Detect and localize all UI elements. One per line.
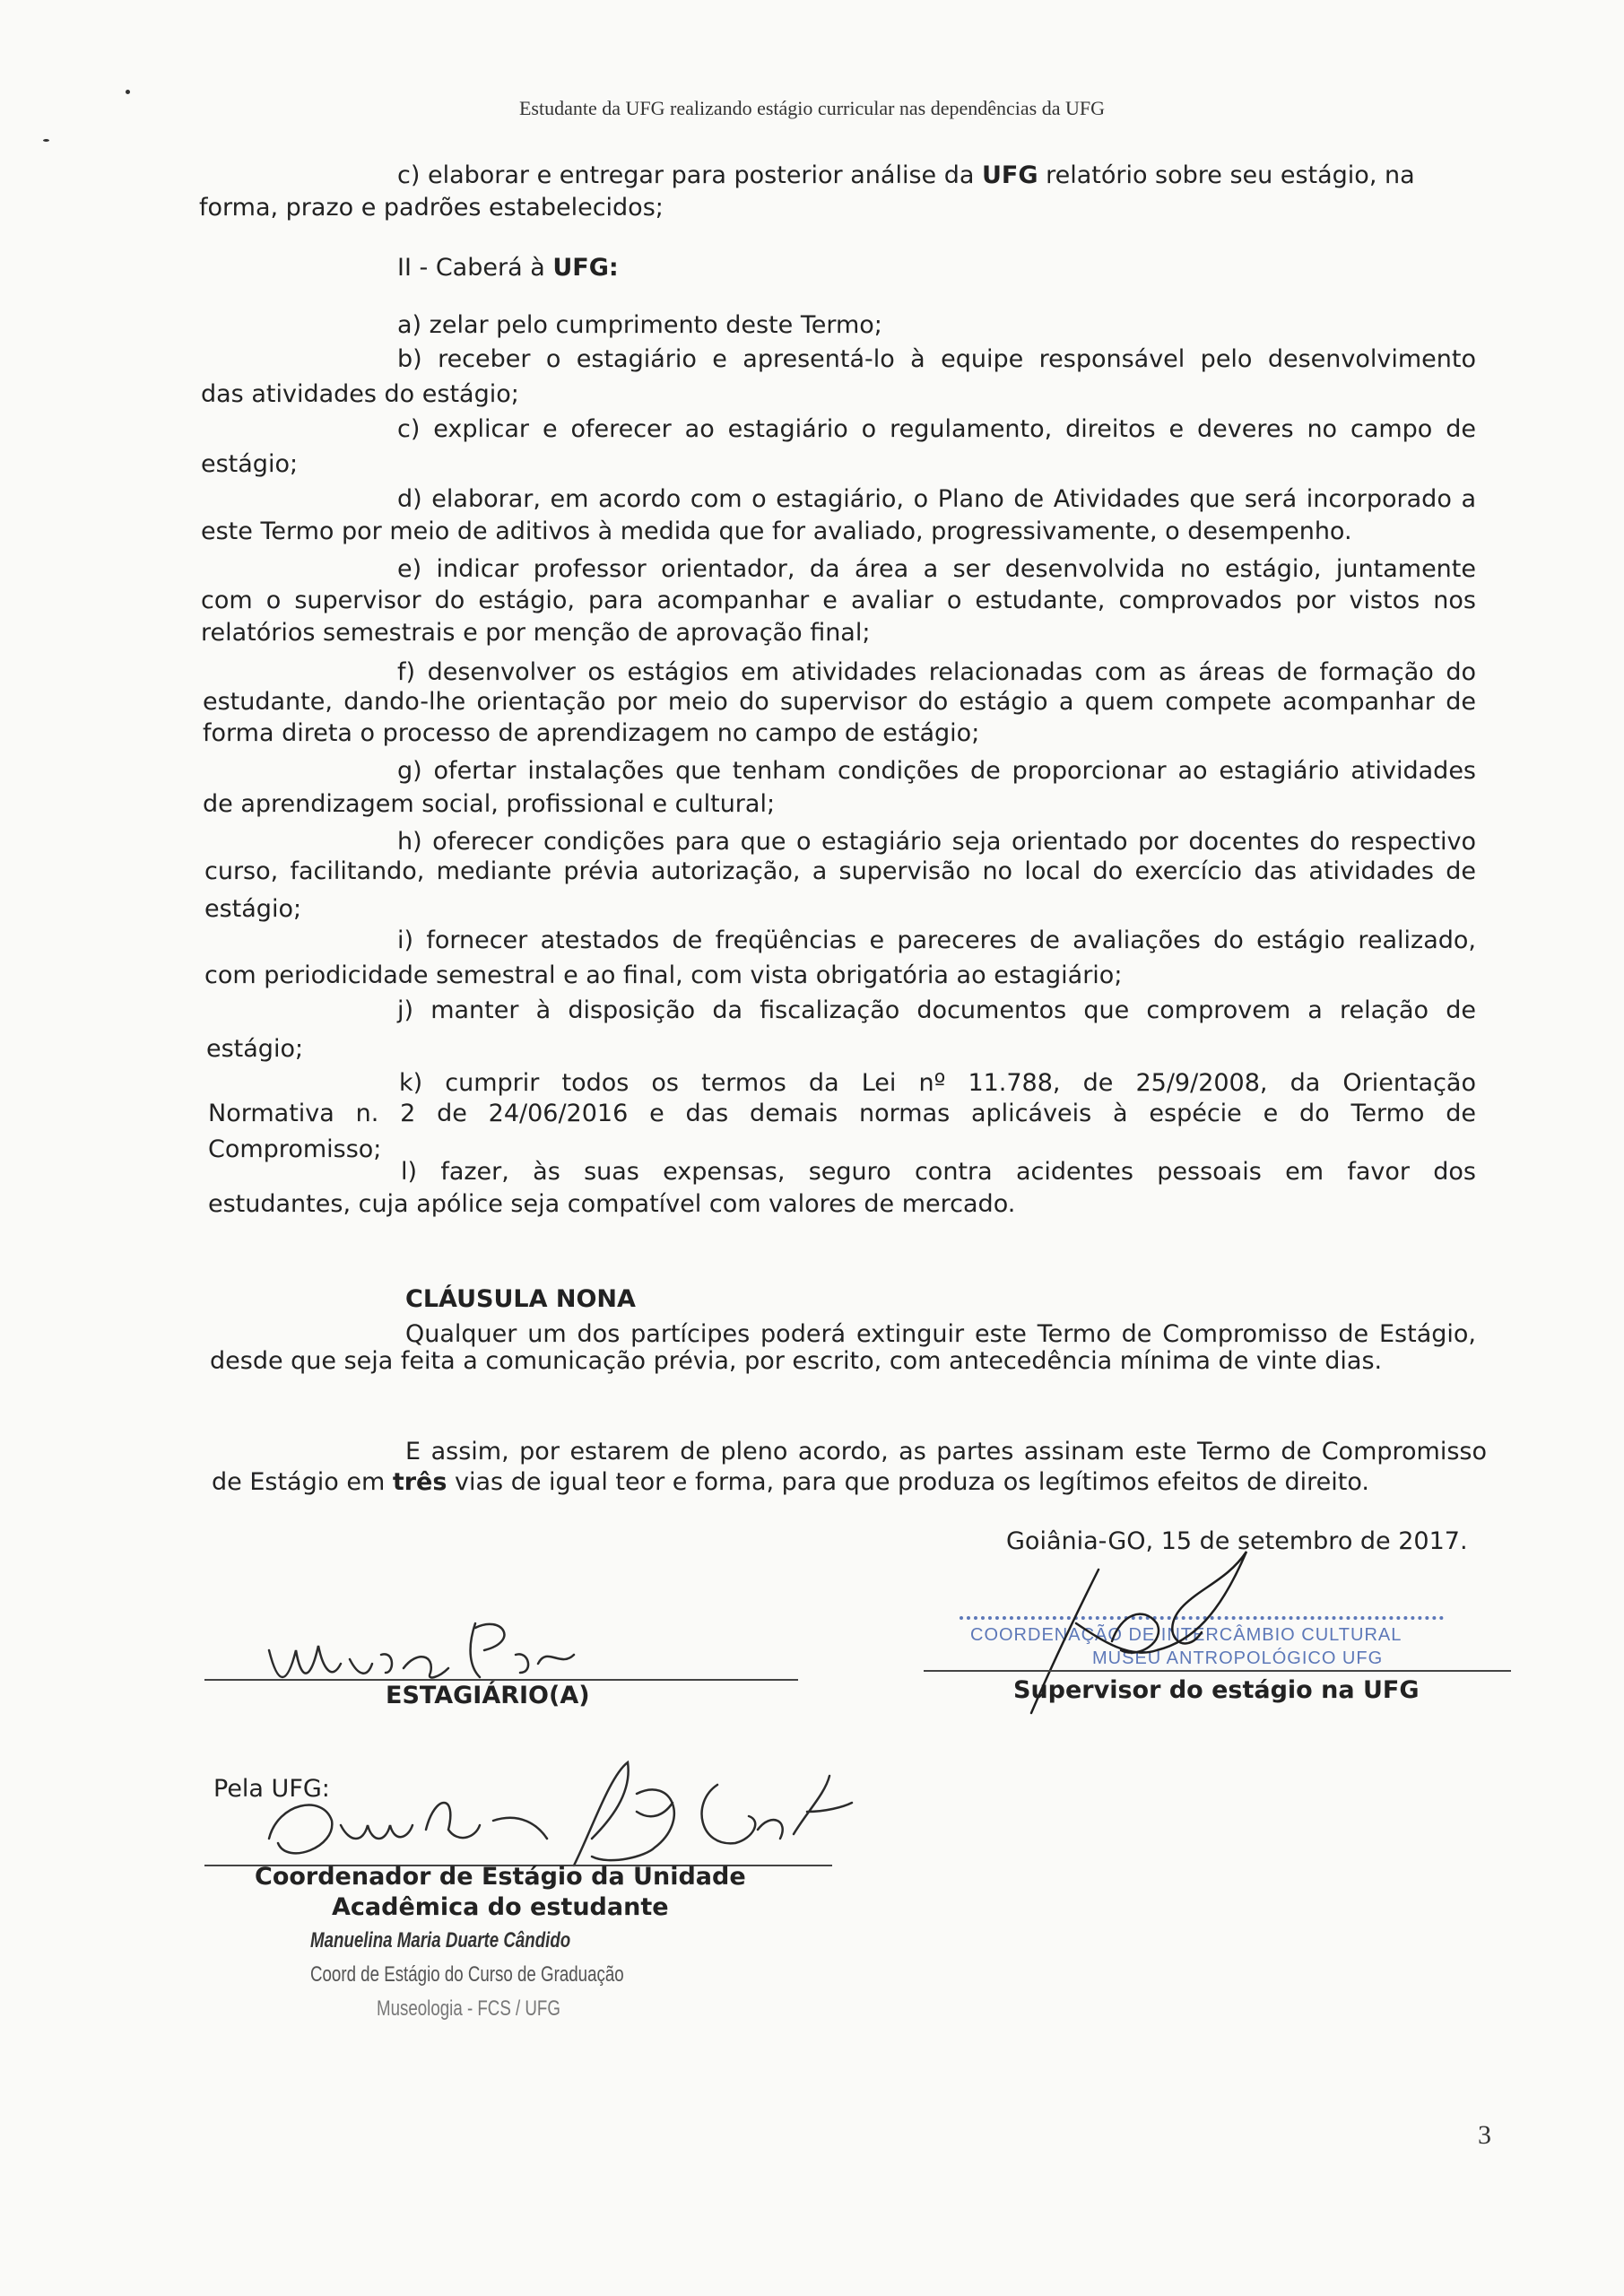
item-j-line2: estágio;	[206, 1035, 304, 1063]
item-e-line2: com o supervisor do estágio, para acompanhar e avaliar o estudante, comprovados por vistos nos	[201, 587, 1476, 614]
item-c-line2: forma, prazo e padrões estabelecidos;	[199, 194, 664, 222]
coordinator-stamp-line3: Museologia - FCS / UFG	[377, 1996, 560, 2021]
item-f-line3: forma direta o processo de aprendizagem no campo de estágio;	[203, 719, 980, 747]
item-l-line1: l) fazer, às suas expensas, seguro contra acidentes pessoais em favor dos	[401, 1158, 1476, 1186]
item-f-line1: f) desenvolver os estágios em atividades relacionadas com as áreas de formação do	[397, 658, 1476, 686]
coordinator-stamp-line1: Manuelina Maria Duarte Cândido	[310, 1928, 571, 1952]
page-header: Estudante da UFG realizando estágio curricular nas dependências da UFG	[518, 97, 1106, 119]
item-b-line1: b) receber o estagiário e apresentá-lo à equipe responsável pelo desenvolvimento	[397, 345, 1476, 373]
item-c2-line2: estágio;	[201, 450, 299, 478]
supervisor-signature-line	[924, 1670, 1511, 1672]
closing-line1: E assim, por estarem de pleno acordo, as partes assinam este Termo de Compromisso	[405, 1438, 1487, 1465]
place-date: Goiânia-GO, 15 de setembro de 2017.	[1006, 1527, 1468, 1555]
student-label: ESTAGIÁRIO(A)	[386, 1682, 590, 1709]
item-h-line3: estágio;	[204, 895, 302, 923]
item-c2-line1: c) explicar e oferecer ao estagiário o regulamento, direitos e deveres no campo de	[397, 415, 1476, 443]
item-c-line1: c) elaborar e entregar para posterior análise da UFG relatório sobre seu estágio, na	[397, 161, 1415, 189]
item-d-line2: este Termo por meio de aditivos à medida que for avaliado, progressivamente, o desempenho.	[201, 517, 1352, 545]
coordinator-label-line2: Acadêmica do estudante	[332, 1893, 669, 1921]
item-d-line1: d) elaborar, em acordo com o estagiário, o Plano de Atividades que será incorporado a	[397, 485, 1476, 513]
item-j-line1: j) manter à disposição da fiscalização documentos que comprovem a relação de	[397, 996, 1476, 1024]
item-k-line2: Normativa n. 2 de 24/06/2016 e das demais normas aplicáveis à espécie e do Termo de	[208, 1100, 1476, 1127]
closing-line2: de Estágio em três vias de igual teor e forma, para que produza os legítimos efeitos de direito.	[212, 1468, 1370, 1496]
stamp-line2: MUSEU ANTROPOLÓGICO UFG	[1092, 1648, 1384, 1668]
supervisor-label: Supervisor do estágio na UFG	[1013, 1676, 1420, 1704]
item-b-line2: das atividades do estágio;	[201, 380, 519, 408]
item-l-line2: estudantes, cuja apólice seja compatível com valores de mercado.	[208, 1190, 1016, 1218]
clause-line2: desde que seja feita a comunicação prévia, por escrito, com antecedência mínima de vinte dias.	[210, 1347, 1383, 1375]
coordinator-label-line1: Coordenador de Estágio da Unidade	[255, 1863, 746, 1891]
section-ii-heading: II - Caberá à UFG:	[397, 254, 619, 282]
coordinator-stamp-line2: Coord de Estágio do Curso de Graduação	[310, 1962, 624, 1987]
item-i-line2: com periodicidade semestral e ao final, com vista obrigatória ao estagiário;	[204, 961, 1123, 989]
scan-mark	[126, 90, 130, 94]
item-h-line1: h) oferecer condições para que o estagiário seja orientado por docentes do respectivo	[397, 828, 1476, 856]
item-g-line1: g) ofertar instalações que tenham condições de proporcionar ao estagiário atividades	[397, 757, 1476, 785]
pela-ufg-label: Pela UFG:	[213, 1775, 330, 1803]
scan-mark	[43, 139, 49, 142]
item-k-line1: k) cumprir todos os termos da Lei nº 11.788, de 25/9/2008, da Orientação	[399, 1069, 1476, 1097]
stamp-line1: COORDENAÇÃO DE INTERCÂMBIO CULTURAL	[970, 1625, 1403, 1645]
item-g-line2: de aprendizagem social, profissional e cultural;	[203, 790, 776, 818]
item-a: a) zelar pelo cumprimento deste Termo;	[397, 311, 882, 339]
item-h-line2: curso, facilitando, mediante prévia autorização, a supervisão no local do exercício das atividades de	[204, 857, 1476, 885]
item-i-line1: i) fornecer atestados de freqüências e pareceres de avaliações do estágio realizado,	[397, 926, 1476, 954]
clause-line1: Qualquer um dos partícipes poderá extinguir este Termo de Compromisso de Estágio,	[405, 1320, 1476, 1348]
clause-title: CLÁUSULA NONA	[405, 1285, 636, 1313]
page-number: 3	[1478, 2120, 1491, 2150]
item-e-line1: e) indicar professor orientador, da área a ser desenvolvida no estágio, juntamente	[397, 555, 1476, 583]
item-e-line3: relatórios semestrais e por menção de aprovação final;	[201, 619, 871, 647]
item-f-line2: estudante, dando-lhe orientação por meio do supervisor do estágio a quem compete acompanhar de	[203, 688, 1476, 716]
item-k-line3: Compromisso;	[208, 1135, 382, 1163]
